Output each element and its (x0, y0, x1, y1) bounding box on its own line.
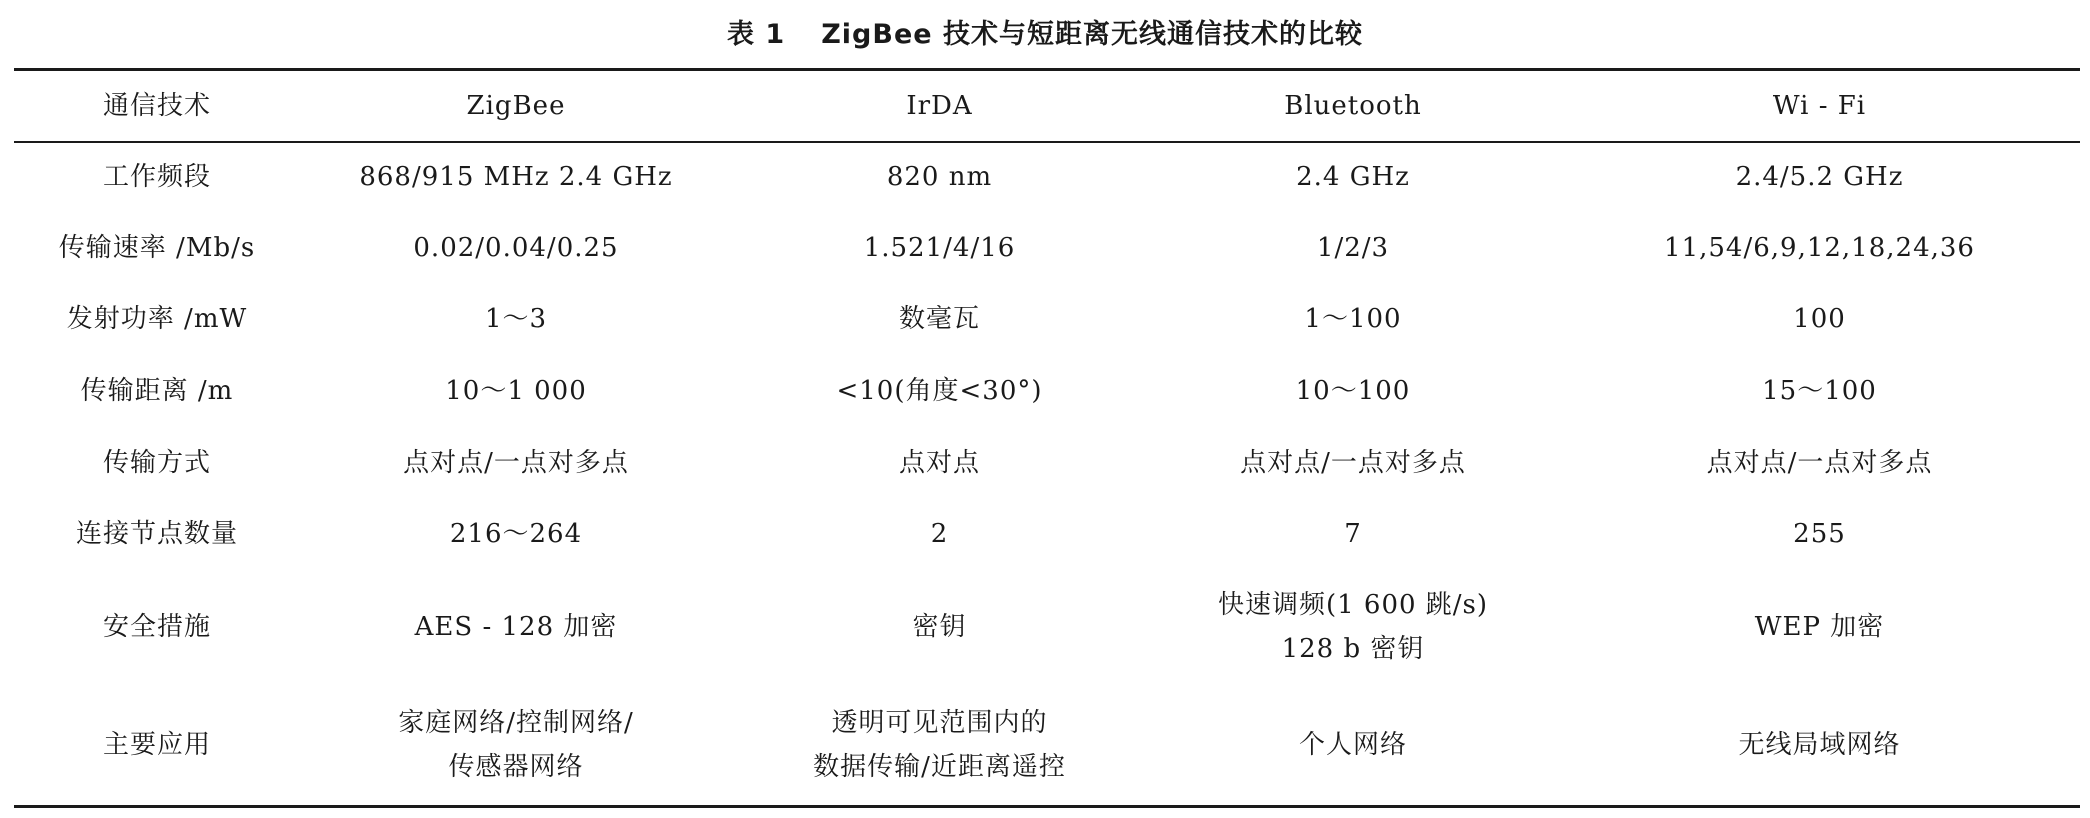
table-cell: 点对点 (898, 448, 980, 478)
table-cell: 10～1 000 (445, 376, 587, 406)
table-cell: 10～100 (1295, 376, 1411, 406)
cell-line: 数据传输/近距离遥控 (813, 752, 1066, 782)
table-cell: 数毫瓦 (898, 304, 980, 334)
table-title: ZigBee 技术与短距离无线通信技术的比较 (821, 19, 1363, 50)
column-header: 通信技术 (102, 91, 211, 121)
row-label: 连接节点数量 (75, 519, 238, 549)
table-cell: <10(角度<30°) (836, 376, 1043, 406)
table-cell: AES - 128 加密 (414, 612, 618, 642)
row-label: 工作频段 (102, 162, 211, 192)
table-row (14, 283, 2080, 355)
table-row (14, 213, 2080, 283)
table-cell: 15～100 (1762, 376, 1877, 406)
table-cell: 868/915 MHz 2.4 GHz (359, 162, 673, 192)
table-cell: 个人网络 (1298, 730, 1407, 760)
table-cell: 2.4 GHz (1296, 162, 1410, 192)
comparison-table (14, 71, 2080, 805)
cell-line: 传感器网络 (448, 752, 584, 782)
table-cell: 1/2/3 (1316, 233, 1390, 263)
row-label: 发射功率 /mW (66, 304, 248, 334)
table-cell: 密钥 (912, 612, 967, 642)
table-cell: 点对点/一点对多点 (1706, 448, 1933, 478)
table-header-row (14, 71, 2080, 141)
table-cell-multiline (732, 685, 1147, 805)
bottom-rule (14, 805, 2080, 808)
table-row (14, 355, 2080, 427)
table-cell: 点对点/一点对多点 (1240, 448, 1466, 478)
row-label: 传输速率 /Mb/s (58, 233, 256, 263)
column-header: Bluetooth (1284, 91, 1422, 121)
table-row (14, 569, 2080, 685)
table-row (14, 499, 2080, 569)
column-header: Wi - Fi (1772, 91, 1867, 121)
table-cell: 7 (1344, 519, 1362, 549)
table-cell-multiline (1147, 569, 1559, 685)
row-label: 安全措施 (102, 612, 211, 642)
table-caption (0, 12, 2090, 51)
row-label: 传输距离 /m (80, 376, 234, 406)
cell-line: 透明可见范围内的 (831, 708, 1048, 738)
table-row (14, 141, 2080, 213)
row-label: 主要应用 (102, 730, 211, 760)
column-header: IrDA (906, 91, 973, 121)
table-cell-multiline (300, 685, 732, 805)
table-cell: 255 (1793, 519, 1846, 549)
table-cell: 2 (930, 519, 949, 549)
cell-line: 家庭网络/控制网络/ (398, 708, 634, 738)
table-cell: 216～264 (449, 519, 583, 549)
row-label: 传输方式 (102, 448, 211, 478)
cell-line: 128 b 密钥 (1281, 634, 1425, 664)
table-cell: 2.4/5.2 GHz (1735, 162, 1904, 192)
column-header: ZigBee (466, 91, 566, 121)
table-cell: 点对点/一点对多点 (403, 448, 629, 478)
table-cell: 1.521/4/16 (863, 233, 1016, 263)
table-cell: WEP 加密 (1754, 612, 1885, 642)
table-cell: 1～100 (1304, 304, 1402, 334)
table-number: 表 1 (727, 19, 786, 50)
table-row (14, 427, 2080, 499)
table-cell: 无线局域网络 (1738, 730, 1901, 760)
table-cell: 1～3 (484, 304, 548, 334)
table-row (14, 685, 2080, 805)
table-cell: 0.02/0.04/0.25 (413, 233, 619, 263)
table-cell: 100 (1793, 304, 1846, 334)
table-cell: 11,54/6,9,12,18,24,36 (1664, 233, 1975, 263)
cell-line: 快速调频(1 600 跳/s) (1217, 590, 1489, 620)
table-cell: 820 nm (886, 162, 993, 192)
